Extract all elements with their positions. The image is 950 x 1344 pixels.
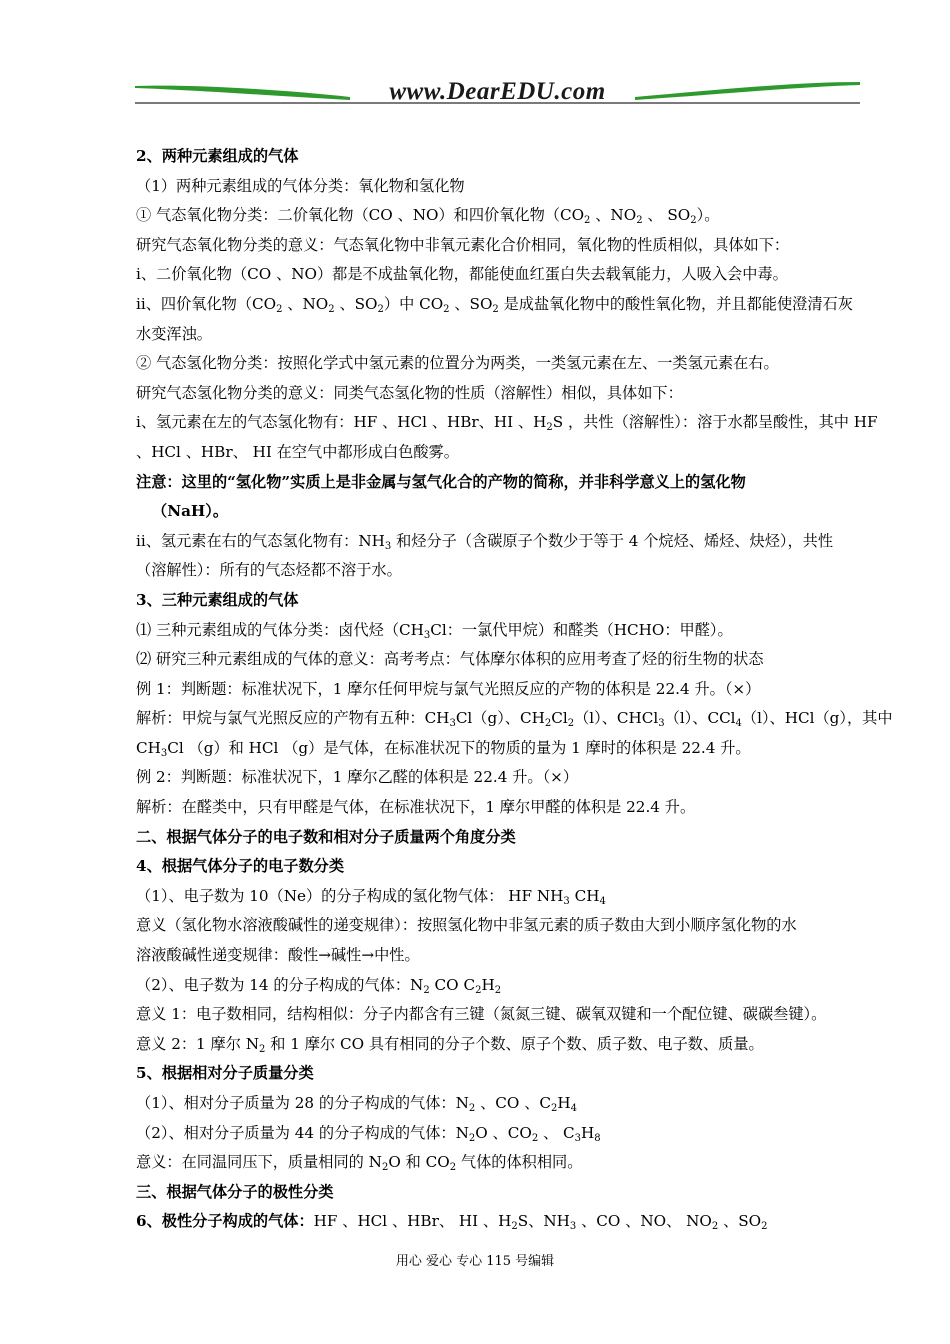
text-line: 解析：在醛类中，只有甲醛是气体，在标准状况下，1 摩尔甲醛的体积是 22.4 升。 [136,798,696,817]
text-line: （1）、电子数为 10（Ne）的分子构成的氢化物气体： HF $NH_3$ $CH_4$ [136,886,606,907]
text-line: 例 1：判断题：标准状况下，1 摩尔任何甲烷与氯气光照反应的产物的体积是 22.4 升。（×） [136,679,761,698]
text-line: （溶解性）：所有的气态烃都不溶于水。 [136,561,402,580]
text-line: 研究气态氧化物分类的意义：气态氧化物中非氧元素化合价相同，氧化物的性质相似，具体如下： [136,235,790,254]
document-body [136,142,893,1237]
text-line: ① 气态氧化物分类：二价氧化物（CO 、NO）和四价氧化物（$CO_2$ 、$NO_2$ 、 $SO_2$）。 [136,206,720,227]
text-line: ii、四价氧化物（$CO_2$ 、$NO_2$ 、$SO_2$）中 $CO_2$ 、$SO_2$ 是成盐氧化物中的酸性氧化物，并且都能使澄清石灰 [136,294,853,315]
text-line: 例 2：判断题：标准状况下，1 摩尔乙醛的体积是 22.4 升。（×） [136,768,579,787]
section-heading: 5、根据相对分子质量分类 [136,1064,314,1083]
site-logo: www.DearEDU.com [389,78,606,105]
text-line: 、HCl 、HBr、 HI 在空气中都形成白色酸雾。 [136,442,459,461]
section-heading: 3、三种元素组成的气体 [136,590,299,609]
section-heading: 4、根据气体分子的电子数分类 [136,857,345,876]
page-header [135,72,860,110]
section-heading: 二、根据气体分子的电子数和相对分子质量两个角度分类 [136,827,516,846]
text-line: 意义 1：电子数相同，结构相似：分子内都含有三键（氮氮三键、碳氧双键和一个配位键、碳碳叁键）。 [136,1005,827,1024]
text-line: （1）两种元素组成的气体分类：氧化物和氢化物 [136,176,465,195]
text-line: 意义：在同温同压下，质量相同的 $N_2O$ 和 $CO_2$ 气体的体积相同。 [136,1153,583,1174]
section-heading: 三、根据气体分子的极性分类 [136,1182,334,1201]
text-line: ⑴ 三种元素组成的气体分类：卤代烃（$CH_3Cl$：一氯代甲烷）和醛类（HCHO：甲醛）。 [136,620,733,641]
text-line: 意义 2：1 摩尔 $N_2$ 和 1 摩尔 CO 具有相同的分子个数、原子个数、质子数、电子数、质量。 [136,1034,764,1055]
text-line: （2）、电子数为 14 的分子构成的气体：$N_2$ CO $C_2H_2$ [136,975,502,996]
section-heading: 2、两种元素组成的气体 [136,147,299,165]
text-line: 解析：甲烷与氯气光照反应的产物有五种：$CH_3Cl(g)$、$CH_2Cl_2(l)$、CHCl$_3$（l）、CCl$_4$（l）、HCl（g），其中 [136,709,893,730]
page-footer: 用心 爱心 专心 115 号编辑 [395,1254,555,1269]
text-line: $CH_3Cl$ （g）和 HCl （g）是气体，在标准状况下的物质的量为 1 摩时的体积是 22.4 升。 [136,738,751,759]
section-heading: 注意：这里的“氢化物”实质上是非金属与氢气化合的产物的简称，并非科学意义上的氢化物 [136,472,746,491]
text-line: 研究气态氢化物分类的意义：同类气态氢化物的性质（溶解性）相似，具体如下： [136,383,683,402]
text-line: ⑵ 研究三种元素组成的气体的意义：高考考点：气体摩尔体积的应用考查了烃的衍生物的状态 [136,650,764,669]
text-line: 意义（氢化物水溶液酸碱性的递变规律）：按照氢化物中非氢元素的质子数由大到小顺序氢化物的水 [136,916,797,935]
section-heading: （NaH）。 [152,502,229,521]
text-line: i、氢元素在左的气态氢化物有：HF 、HCl 、HBr、HI 、$H_2S$ ，共性（溶解性）：溶于水都呈酸性，其中 HF [136,413,878,434]
text-line: ② 气态氢化物分类：按照化学式中氢元素的位置分为两类，一类氢元素在左、一类氢元素在右。 [136,354,779,373]
text-line: 水变浑浊。 [136,324,212,343]
text-line: i、二价氧化物（CO 、NO）都是不成盐氧化物，都能使血红蛋白失去载氧能力，人吸入会中毒。 [136,265,788,284]
text-line: （2）、相对分子质量为 44 的分子构成的气体：$N_2O$ 、$CO_2$ 、 $C_3H_8$ [136,1123,601,1144]
text-line: （1）、相对分子质量为 28 的分子构成的气体：$N_2$ 、CO 、$C_2H_4$ [136,1094,578,1114]
text-line: 6、极性分子构成的气体：HF 、HCl 、HBr、 HI 、$H_2S$、$NH_3$ 、CO 、NO、 $NO_2$ 、$SO_2$ [136,1212,768,1233]
text-line: ii、氢元素在右的气态氢化物有：$NH_3$ 和烃分子（含碳原子个数少于等于 4 个烷烃、烯烃、炔烃），共性 [136,531,834,552]
text-line: 溶液酸碱性递变规律：酸性→碱性→中性。 [136,946,420,965]
